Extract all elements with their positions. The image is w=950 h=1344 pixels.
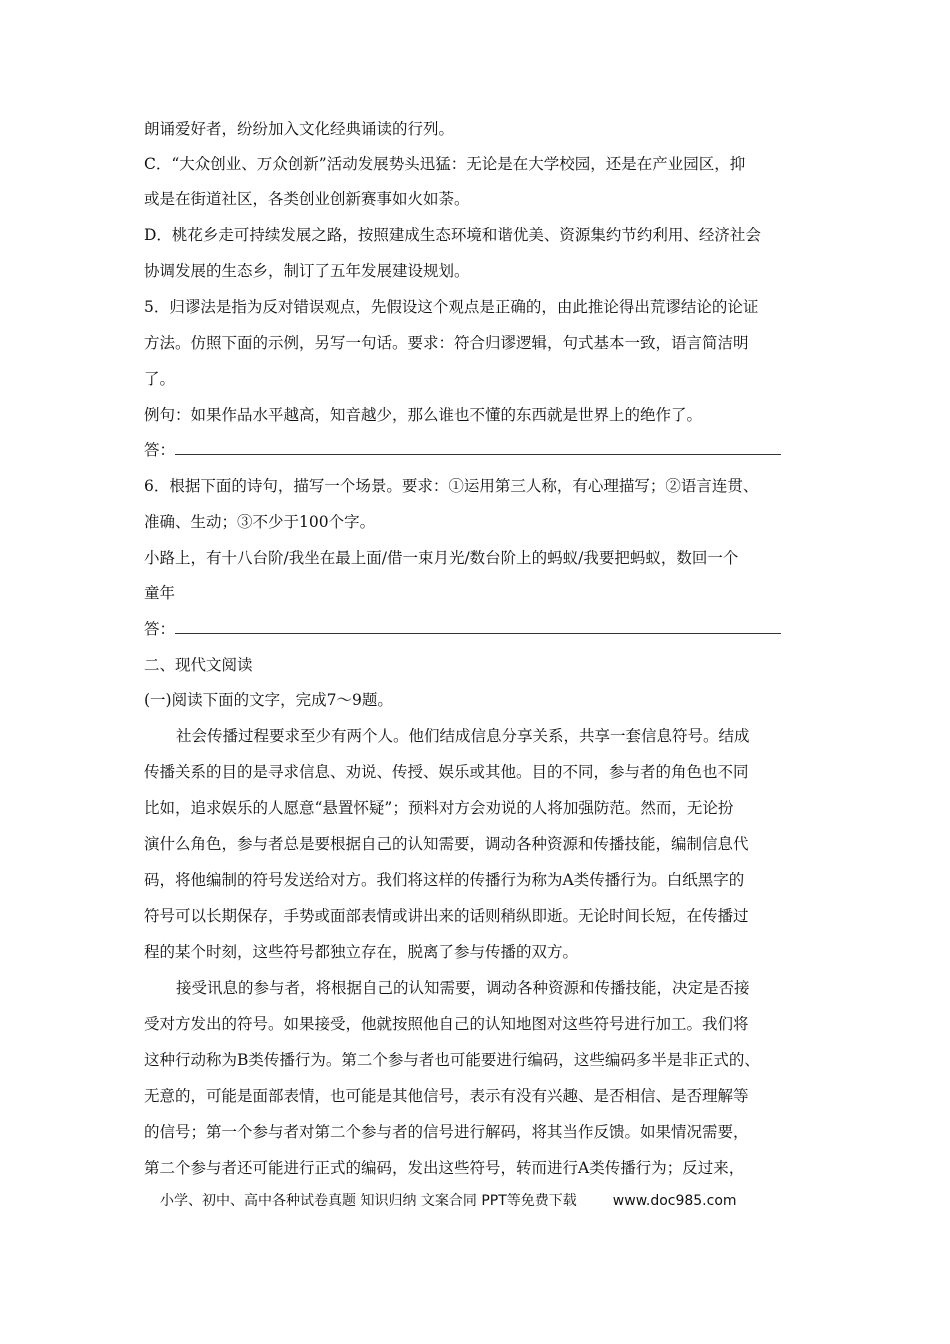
poem-line-2: 童年 bbox=[144, 584, 176, 602]
paragraph-2-line-3: 这种行动称为B类传播行为。第二个参与者也可能要进行编码，这些编码多半是非正式的、 bbox=[144, 1051, 760, 1069]
footer-text: 小学、初中、高中各种试卷真题 知识归纳 文案合同 PPT等免费下载 bbox=[160, 1193, 577, 1209]
paragraph-1-line-4: 演什么角色，参与者总是要根据自己的认知需要，调动各种资源和传播技能，编制信息代 bbox=[144, 835, 749, 853]
question-5-line-3: 了。 bbox=[144, 370, 176, 388]
paragraph-1-line-7: 程的某个时刻，这些符号都独立存在，脱离了参与传播的双方。 bbox=[144, 943, 579, 961]
paragraph-1-line-2: 传播关系的目的是寻求信息、劝说、传授、娱乐或其他。目的不同，参与者的角色也不同 bbox=[144, 763, 749, 781]
answer-blank bbox=[175, 440, 781, 455]
paragraph-1-line-5: 码，将他编制的符号发送给对方。我们将这样的传播行为称为A类传播行为。白纸黑字的 bbox=[144, 871, 745, 889]
paragraph-2-line-2: 受对方发出的符号。如果接受，他就按照他自己的认知地图对这些符号进行加工。我们将 bbox=[144, 1015, 749, 1033]
paragraph-2-line-4: 无意的，可能是面部表情，也可能是其他信号，表示有没有兴趣、是否相信、是否理解等 bbox=[144, 1087, 749, 1105]
example-sentence: 例句：如果作品水平越高，知音越少，那么谁也不懂的东西就是世界上的绝作了。 bbox=[144, 406, 703, 424]
question-6-line-1: 6．根据下面的诗句，描写一个场景。要求：①运用第三人称，有心理描写；②语言连贯、 bbox=[144, 477, 759, 495]
answer-blank bbox=[175, 619, 781, 634]
answer-line-6 bbox=[144, 619, 824, 639]
poem-line-1: 小路上，有十八台阶/我坐在最上面/借一束月光/数台阶上的蚂蚁/我要把蚂蚁，数回一个 bbox=[144, 549, 739, 567]
option-d-line-2: 协调发展的生态乡，制订了五年发展建设规划。 bbox=[144, 262, 470, 280]
option-c-line-2: 或是在街道社区，各类创业创新赛事如火如荼。 bbox=[144, 190, 470, 208]
paragraph-2-line-5: 的信号；第一个参与者对第二个参与者的信号进行解码，将其当作反馈。如果情况需要， bbox=[144, 1123, 749, 1141]
option-d-line-1: D．桃花乡走可持续发展之路，按照建成生态环境和谐优美、资源集约节约利用、经济社会 bbox=[144, 226, 761, 244]
option-c-line-1: C．“大众创业、万众创新”活动发展势头迅猛：无论是在大学校园，还是在产业园区，抑 bbox=[144, 155, 746, 173]
answer-line-5 bbox=[144, 440, 824, 460]
paragraph-1-line-3: 比如，追求娱乐的人愿意“悬置怀疑”；预料对方会劝说的人将加强防范。然而，无论扮 bbox=[144, 799, 734, 817]
section-heading: 二、现代文阅读 bbox=[144, 656, 253, 674]
paragraph-2-line-6: 第二个参与者还可能进行正式的编码，发出这些符号，转而进行A类传播行为；反过来， bbox=[144, 1159, 745, 1177]
question-6-line-2: 准确、生动；③不少于100个字。 bbox=[144, 513, 376, 531]
text-line: 朗诵爱好者，纷纷加入文化经典诵读的行列。 bbox=[144, 120, 455, 138]
page-footer bbox=[160, 1191, 737, 1211]
paragraph-1-line-6: 符号可以长期保存，手势或面部表情或讲出来的话则稍纵即逝。无论时间长短，在传播过 bbox=[144, 907, 749, 925]
footer-site-link[interactable]: www.doc985.com bbox=[612, 1193, 737, 1209]
answer-label: 答： bbox=[144, 441, 176, 459]
question-5-line-1: 5．归谬法是指为反对错误观点，先假设这个观点是正确的，由此推论得出荒谬结论的论证 bbox=[144, 298, 759, 316]
answer-label: 答： bbox=[144, 620, 176, 638]
paragraph-2-line-1: 接受讯息的参与者，将根据自己的认知需要，调动各种资源和传播技能，决定是否接 bbox=[176, 979, 750, 997]
reading-instruction: (一)阅读下面的文字，完成7～9题。 bbox=[144, 691, 393, 709]
paragraph-1-line-1: 社会传播过程要求至少有两个人。他们结成信息分享关系，共享一套信息符号。结成 bbox=[176, 727, 750, 745]
question-5-line-2: 方法。仿照下面的示例，另写一句话。要求：符合归谬逻辑，句式基本一致，语言简洁明 bbox=[144, 334, 749, 352]
